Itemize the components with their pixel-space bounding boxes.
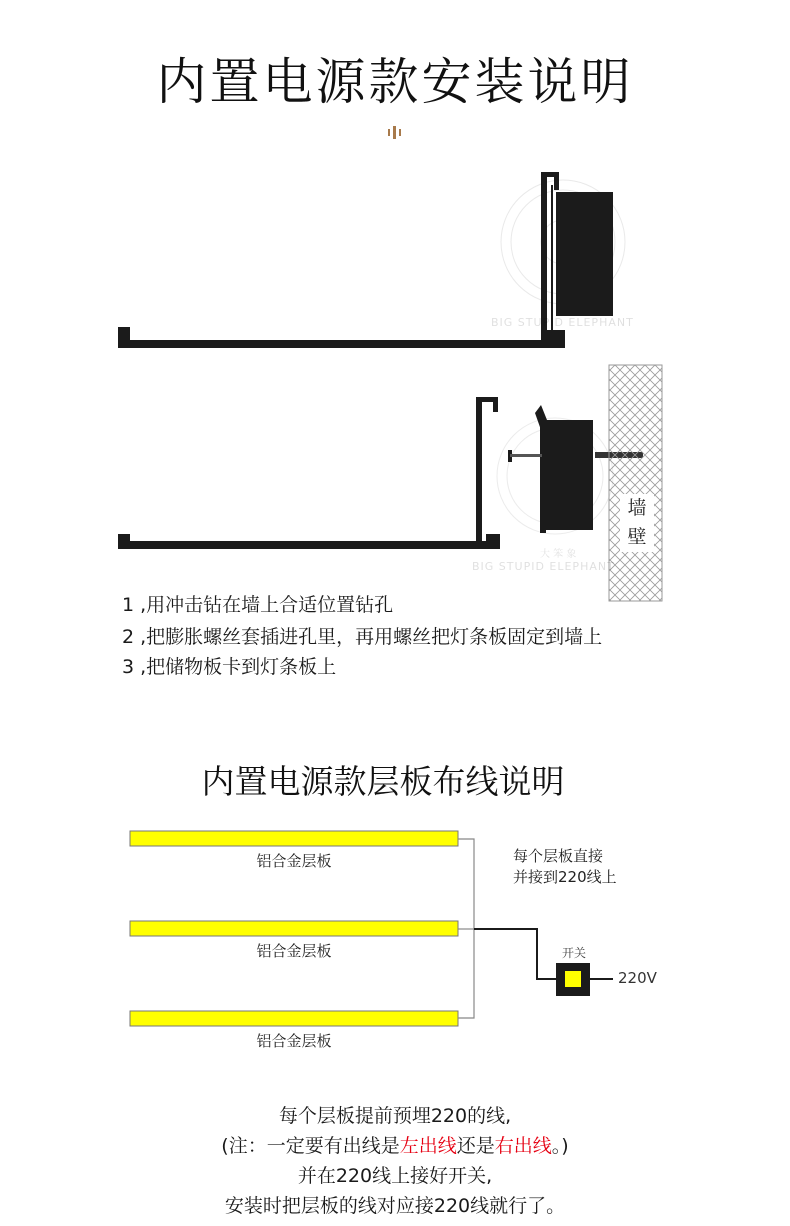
title-ornament	[388, 126, 401, 139]
note-line-2	[0, 1131, 790, 1158]
switch-label: 开关	[562, 946, 587, 960]
shelf-label-2: 铝合金层板	[256, 942, 332, 960]
wall	[609, 365, 662, 601]
connect-note-line-1: 每个层板直接	[513, 847, 604, 865]
note-line-2-prefix: (注：一定要有出线是	[221, 1135, 400, 1157]
shelf-label-1: 铝合金层板	[256, 852, 332, 870]
note-line-4: 安装时把层板的线对应接220线就行了。	[224, 1195, 566, 1217]
switch-icon	[556, 963, 590, 996]
connect-note	[513, 846, 617, 888]
note-right-outlet: 右出线	[494, 1135, 552, 1157]
note-line-3: 并在220线上接好开关,	[297, 1165, 493, 1187]
connect-note-line-2: 并接到220线上	[513, 868, 617, 886]
shelf-bar-3	[130, 1011, 458, 1026]
shelf-bar-2	[130, 921, 458, 936]
note-left-outlet: 左出线	[399, 1135, 457, 1157]
shelf-profile-separated	[118, 397, 500, 549]
shelf-bar-1	[130, 831, 458, 846]
note-line-2-mid: 还是	[456, 1135, 495, 1157]
install-title: 内置电源款安装说明	[156, 53, 634, 111]
branch-wires	[458, 839, 474, 1018]
step-1: 1 ,用冲击钻在墙上合适位置钻孔	[122, 594, 394, 616]
step-2: 2 ,把膨胀螺丝套插进孔里，再用螺丝把灯条板固定到墙上	[122, 626, 603, 648]
note-line-1: 每个层板提前预埋220的线,	[278, 1105, 512, 1127]
light-bar-plate	[535, 405, 593, 533]
wall-label: 墙壁	[620, 494, 654, 552]
shelf-label-3: 铝合金层板	[256, 1032, 332, 1050]
voltage-label: 220V	[618, 969, 657, 987]
step-3: 3 ,把储物板卡到灯条板上	[122, 656, 337, 678]
watermark-text-2: BIG STUPID ELEPHANT	[472, 560, 615, 573]
note-line-2-end: 。)	[551, 1135, 569, 1157]
wiring-title: 内置电源款层板布线说明	[201, 762, 565, 801]
watermark-text: BIG STUPID ELEPHANT	[491, 316, 634, 329]
main-wire	[474, 929, 613, 979]
watermark-cn: 大 笨 象	[540, 549, 577, 560]
